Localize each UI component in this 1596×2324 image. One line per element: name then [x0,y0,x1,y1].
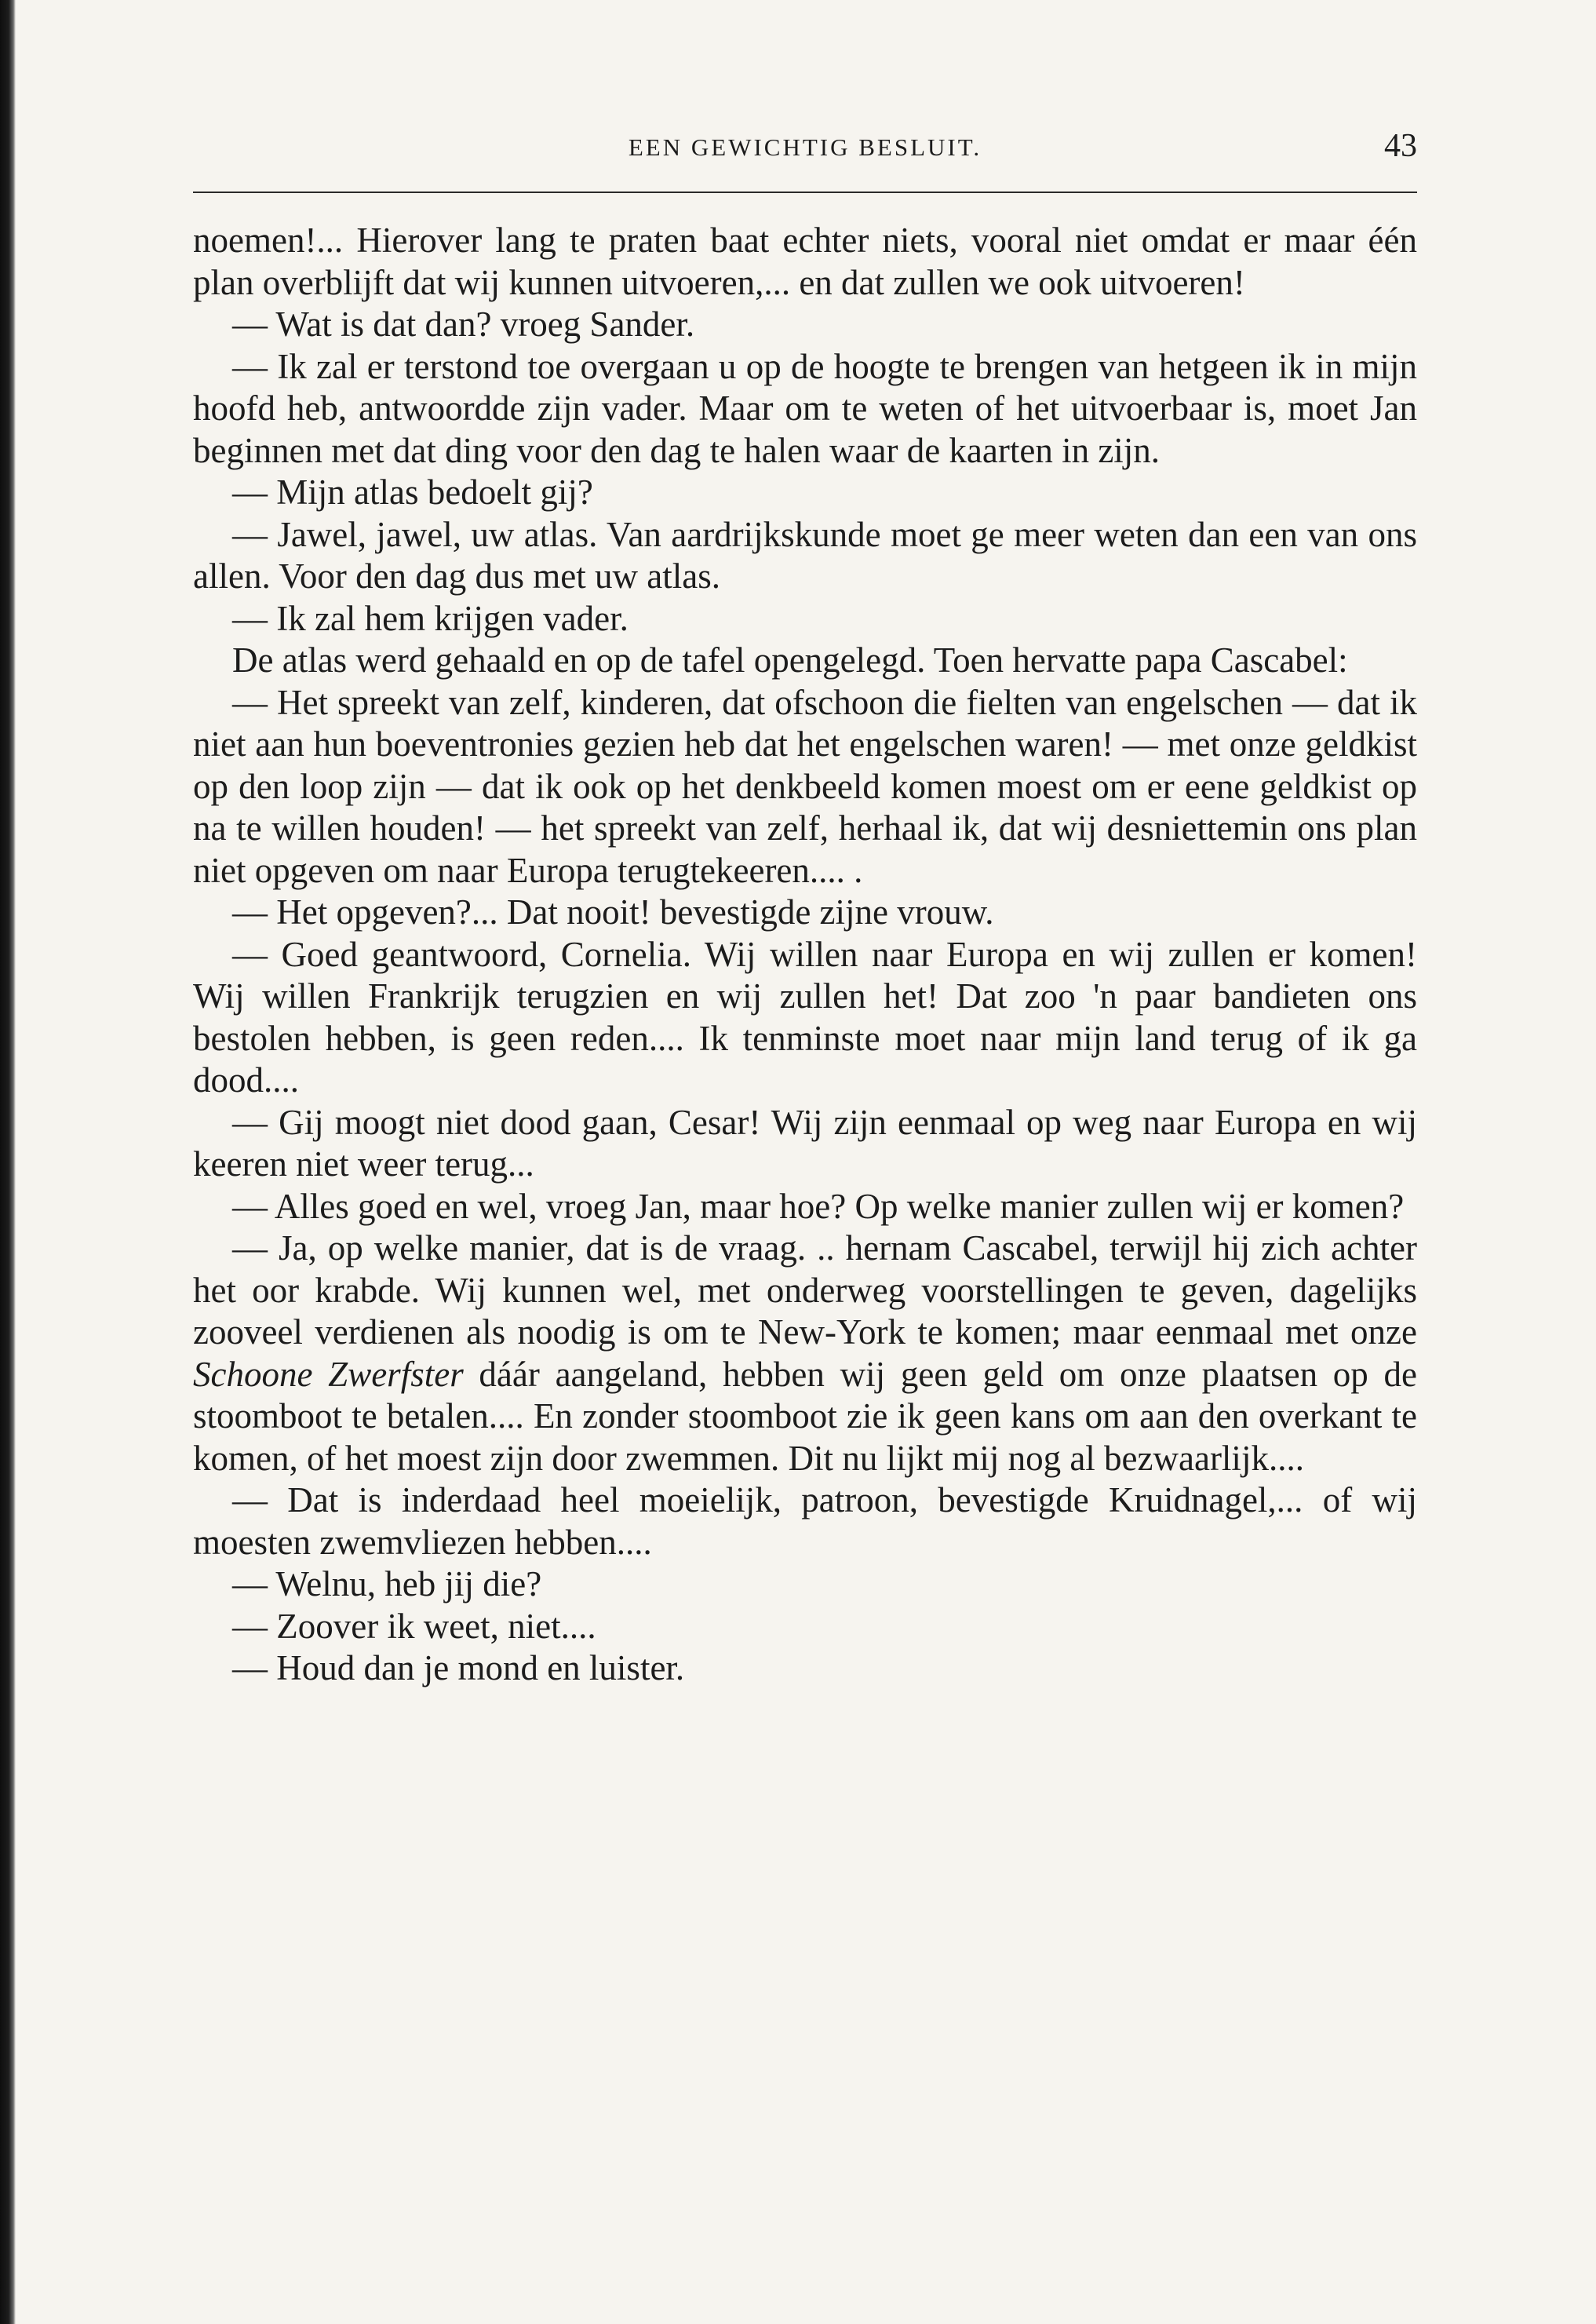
paragraph: — Dat is inderdaad heel moeielijk, patroon, bevestigde Kruidnagel,... of wij moesten zwemvliezen hebben.... [193,1480,1417,1562]
running-title: EEN GEWICHTIG BESLUIT. [628,133,982,161]
paragraph-text-after: dáár aangeland, hebben wij geen geld om onze plaatsen op de stoomboot te betalen.... En zonder stoomboot zie ik geen kans om aan den overkant te komen, of het moest zijn door zwemmen. Dit nu lijkt mij nog al bezwaarlijk.... [193,1354,1417,1478]
book-binding-edge [0,0,16,2324]
paragraph: — Het spreekt van zelf, kinderen, dat ofschoon die fielten van engelschen — dat ik niet aan hun boeventronies gezien heb dat het engelschen waren! — met onze geldkist op den loop zijn — dat ik ook op het denkbeeld komen moest om er eene geldkist op na te willen houden! — het spreekt van zelf, herhaal ik, dat wij desniettemin ons plan niet opgeven om naar Europa terugtekeeren.... . [193,682,1417,890]
paragraph: — Mijn atlas bedoelt gij? [232,472,593,512]
paragraph: De atlas werd gehaald en op de tafel opengelegd. Toen hervatte papa Cascabel: [232,640,1348,680]
paragraph: — Welnu, heb jij die? [232,1564,542,1603]
paragraph: — Ik zal hem krijgen vader. [232,598,629,638]
book-page [193,126,1417,1690]
paragraph: — Het opgeven?... Dat nooit! bevestigde zijne vrouw. [232,892,994,932]
paragraph: — Ik zal er terstond toe overgaan u op de hoogte te brengen van hetgeen ik in mijn hoofd heb, antwoordde zijn vader. Maar om te weten of het uitvoerbaar is, moet Jan beginnen met dat ding voor den dag te halen waar de kaarten in zijn. [193,346,1417,470]
page-number: 43 [1384,128,1417,164]
body-text [193,220,1417,1690]
header-rule [193,192,1417,193]
paragraph: — Wat is dat dan? vroeg Sander. [232,305,695,344]
italic-wagon-name: Schoone Zwerfster [193,1354,464,1394]
paragraph: noemen!... Hierover lang te praten baat echter niets, vooral niet omdat er maar één plan overblijft dat wij kunnen uitvoeren,... en dat zullen we ook uitvoeren! [193,221,1417,302]
paragraph: — Jawel, jawel, uw atlas. Van aardrijkskunde moet ge meer weten dan een van ons allen. Voor den dag dus met uw atlas. [193,514,1417,596]
paragraph-text-before: — Ja, op welke manier, dat is de vraag. .. hernam Cascabel, terwijl hij zich achter het oor krabde. Wij kunnen wel, met onderweg voorstellingen te geven, dagelijks zooveel verdienen als noodig is om te New-York te komen; maar eenmaal met onze [193,1228,1417,1352]
paragraph: — Zoover ik weet, niet.... [232,1606,596,1646]
paragraph-cascabel-speech [193,1228,1417,1479]
paragraph: — Alles goed en wel, vroeg Jan, maar hoe? Op welke manier zullen wij er komen? [232,1186,1405,1226]
paragraph: — Houd dan je mond en luister. [232,1648,685,1687]
paragraph: — Goed geantwoord, Cornelia. Wij willen naar Europa en wij zullen er komen! Wij willen Frankrijk terugzien en wij zullen het! Dat zoo 'n paar bandieten ons bestolen hebben, is geen reden.... Ik tenminste moet naar mijn land terug of ik ga dood.... [193,934,1417,1100]
paragraph: — Gij moogt niet dood gaan, Cesar! Wij zijn eenmaal op weg naar Europa en wij keeren niet weer terug... [193,1102,1417,1184]
running-header [193,126,1417,174]
